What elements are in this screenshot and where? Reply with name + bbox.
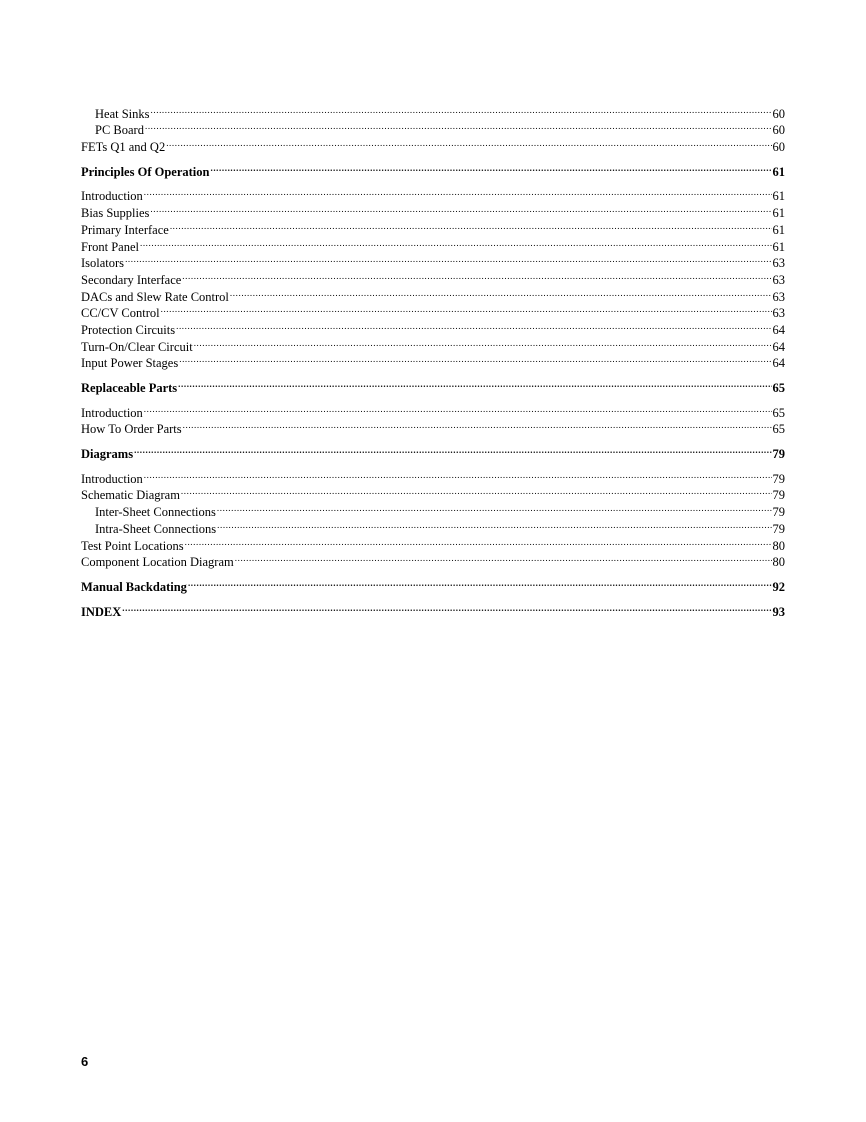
toc-entry-label: FETs Q1 and Q2	[81, 140, 166, 155]
toc-entry-page: 79	[772, 505, 785, 520]
dot-leader	[150, 200, 771, 217]
toc-entry-page: 79	[772, 521, 785, 536]
toc-entry[interactable]	[81, 251, 785, 271]
toc-heading-label: Manual Backdating	[81, 579, 187, 594]
toc-section-heading[interactable]	[81, 375, 785, 395]
toc-entry[interactable]	[81, 217, 785, 237]
toc-entry[interactable]	[81, 284, 785, 304]
dot-leader	[161, 301, 772, 318]
toc-entry[interactable]	[81, 317, 785, 337]
toc-section-heading[interactable]	[81, 441, 785, 462]
toc-entry-label: DACs and Slew Rate Control	[81, 289, 229, 304]
toc-entry[interactable]	[81, 499, 785, 520]
dot-leader	[188, 574, 772, 591]
toc-section-heading[interactable]	[81, 599, 785, 619]
dot-leader	[217, 516, 771, 533]
toc-entry[interactable]	[81, 101, 785, 121]
dot-leader	[210, 159, 771, 176]
dot-leader	[181, 483, 772, 500]
toc-entry-page: 63	[772, 289, 785, 304]
toc-entry[interactable]	[81, 417, 785, 437]
dot-leader	[230, 284, 772, 301]
toc-entry-page: 63	[772, 256, 785, 271]
dot-leader	[140, 234, 772, 251]
toc-entry-label: Bias Supplies	[81, 206, 150, 221]
toc-entry-page: 61	[772, 222, 785, 237]
toc-entry-label: Isolators	[81, 256, 125, 271]
toc-entry[interactable]	[81, 118, 785, 138]
toc-entry-page: 65	[772, 422, 785, 437]
dot-leader	[194, 334, 772, 351]
toc-heading-page: 61	[772, 164, 785, 179]
toc-entry[interactable]	[81, 234, 785, 254]
toc-entry-label: Secondary Interface	[81, 272, 182, 287]
dot-leader	[217, 499, 772, 516]
toc-entry-page: 80	[772, 555, 785, 570]
dot-leader	[151, 101, 772, 118]
toc-entry[interactable]	[81, 483, 785, 503]
dot-leader	[185, 533, 772, 550]
toc-entry[interactable]	[81, 267, 785, 287]
toc-entry-page: 64	[772, 339, 785, 354]
dot-leader	[182, 267, 771, 284]
toc-entry-label: Schematic Diagram	[81, 488, 180, 503]
toc-entry-label: Introduction	[81, 189, 143, 204]
dot-leader	[122, 599, 771, 616]
toc-entry-page: 61	[772, 206, 785, 221]
dot-leader	[235, 550, 772, 567]
toc-entry-label: Inter-Sheet Connections	[95, 505, 216, 520]
toc-entry-page: 63	[772, 272, 785, 287]
dot-leader	[170, 217, 772, 234]
dot-leader	[176, 317, 771, 334]
toc-entry-label: Heat Sinks	[95, 106, 150, 121]
toc-entry-label: Intra-Sheet Connections	[95, 521, 217, 536]
toc-heading-page: 92	[772, 579, 785, 594]
toc-entry-label: CC/CV Control	[81, 306, 160, 321]
toc-entry-label: PC Board	[95, 123, 144, 138]
toc-heading-label: INDEX	[81, 604, 122, 619]
toc-entry-label: Component Location Diagram	[81, 555, 234, 570]
dot-leader	[178, 375, 771, 392]
toc-entry[interactable]	[81, 400, 785, 420]
toc-entry-label: Front Panel	[81, 239, 139, 254]
toc-entry[interactable]	[81, 550, 785, 570]
toc-entry-page: 79	[772, 471, 785, 486]
toc-section-heading[interactable]	[81, 574, 785, 594]
page-number: 6	[81, 1054, 89, 1069]
toc-entry[interactable]	[81, 200, 785, 221]
toc-entry-label: Test Point Locations	[81, 538, 184, 553]
toc-entry-page: 80	[772, 538, 785, 553]
toc-heading-label: Replaceable Parts	[81, 381, 178, 395]
toc-entry[interactable]	[81, 351, 785, 371]
toc-entry-page: 64	[772, 356, 785, 371]
toc-entry-page: 61	[772, 239, 785, 254]
dot-leader	[125, 251, 771, 268]
toc-entry-label: Turn-On/Clear Circuit	[81, 339, 193, 354]
toc-heading-label: Diagrams	[81, 447, 134, 462]
dot-leader	[144, 184, 772, 201]
toc-entry-page: 79	[772, 488, 785, 503]
toc-entry-label: Input Power Stages	[81, 356, 179, 371]
toc-entry[interactable]	[81, 533, 785, 553]
dot-leader	[144, 466, 772, 483]
toc-entry-label: Introduction	[81, 471, 143, 486]
toc-section-heading[interactable]	[81, 159, 785, 179]
toc-entry-page: 60	[772, 123, 785, 138]
toc-entry[interactable]	[81, 466, 785, 486]
toc-entry[interactable]	[81, 334, 785, 354]
dot-leader	[179, 351, 771, 368]
dot-leader	[145, 118, 772, 135]
toc-entry-page: 64	[772, 322, 785, 337]
toc-entry-label: Introduction	[81, 405, 143, 420]
toc-entry-label: Protection Circuits	[81, 322, 176, 337]
toc-entry-page: 65	[772, 405, 785, 420]
toc-heading-page: 93	[772, 604, 785, 619]
dot-leader	[166, 134, 771, 151]
toc-heading-page: 65	[772, 381, 785, 395]
toc-entry-page: 60	[772, 140, 785, 155]
dot-leader	[144, 400, 772, 417]
toc-entry[interactable]	[81, 134, 785, 155]
toc-entry-label: Primary Interface	[81, 222, 169, 237]
toc-entry-page: 60	[772, 106, 785, 121]
toc-entry[interactable]	[81, 184, 785, 204]
toc-entry[interactable]	[81, 301, 785, 321]
toc-entry-page: 63	[772, 306, 785, 321]
toc-entry-page: 61	[772, 189, 785, 204]
table-of-contents	[81, 101, 785, 619]
dot-leader	[134, 441, 771, 458]
toc-entry-label: How To Order Parts	[81, 422, 182, 437]
dot-leader	[183, 417, 772, 434]
toc-heading-page: 79	[772, 447, 785, 462]
toc-heading-label: Principles Of Operation	[81, 164, 210, 179]
